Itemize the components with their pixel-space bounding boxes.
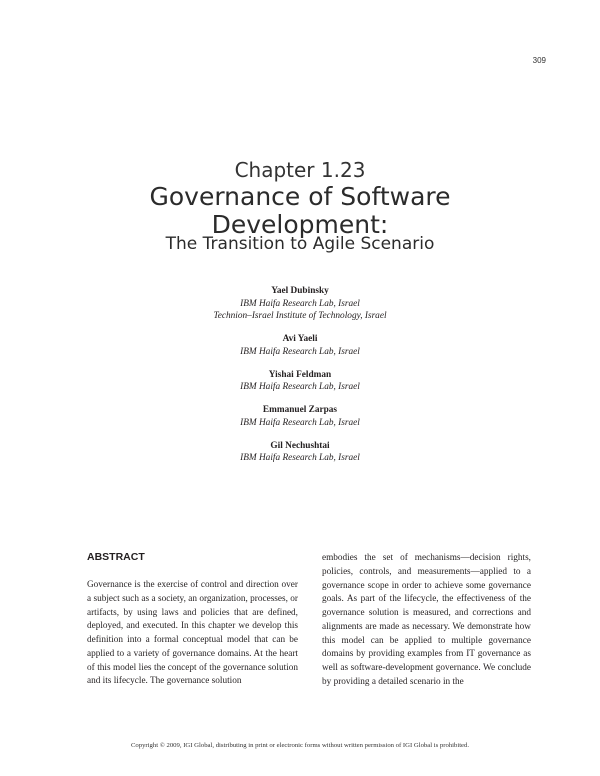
author-block <box>0 333 600 358</box>
author-name: Emmanuel Zarpas <box>262 405 338 415</box>
author-name: Yael Dubinsky <box>271 286 329 296</box>
author-block <box>0 404 600 429</box>
author-affiliation: IBM Haifa Research Lab, Israel <box>240 382 360 392</box>
author-block <box>0 369 600 394</box>
author-affiliation: Technion–Israel Institute of Technology, Israel <box>213 311 387 321</box>
author-affiliation: IBM Haifa Research Lab, Israel <box>240 453 360 463</box>
author-affiliation: IBM Haifa Research Lab, Israel <box>240 417 360 428</box>
chapter-title <box>0 183 600 239</box>
title-line-2: Development: <box>211 210 389 239</box>
author-name: Yishai Feldman <box>268 369 332 380</box>
author-list <box>0 285 600 475</box>
author-block <box>0 440 600 465</box>
author-block <box>0 285 600 323</box>
author-name: Avi Yaeli <box>282 334 318 344</box>
page-number: 309 <box>532 56 546 65</box>
copyright-notice: Copyright © 2009, IGI Global, distributing in print or electronic forms without written permission of IGI Global is prohibited. <box>130 742 470 749</box>
abstract-heading: ABSTRACT <box>87 551 145 563</box>
author-name: Gil Nechushtai <box>270 440 330 451</box>
abstract-text-left-column: Governance is the exercise of control and direction over a subject such as a society, an organization, processes, or artifacts, by using laws and policies that are defined, deployed, and executed. In this chapter we develop this definition into a formal conceptual model that can be applied to a variety of governance domains. At the heart of this model lies the concept of the governance solution and its lifecycle. The governance solution <box>87 580 298 687</box>
abstract-text-right-column: embodies the set of mechanisms—decision rights, policies, controls, and measurements—applied to a governance scope in order to achieve some governance goals. As part of the lifecycle, the effectiveness of the governance solution is measured, and corrections and alignments are made as necessary. We demonstrate how this model can be applied to multiple governance domains by providing examples from IT governance as well as software-development governance. We conclude by providing a detailed scenario in the <box>322 553 531 687</box>
chapter-subtitle: The Transition to Agile Scenario <box>165 234 435 254</box>
author-affiliation: IBM Haifa Research Lab, Israel <box>240 298 360 309</box>
chapter-label: Chapter 1.23 <box>234 158 366 182</box>
title-line-1: Governance of Software <box>149 182 451 211</box>
author-affiliation: IBM Haifa Research Lab, Israel <box>240 346 360 357</box>
